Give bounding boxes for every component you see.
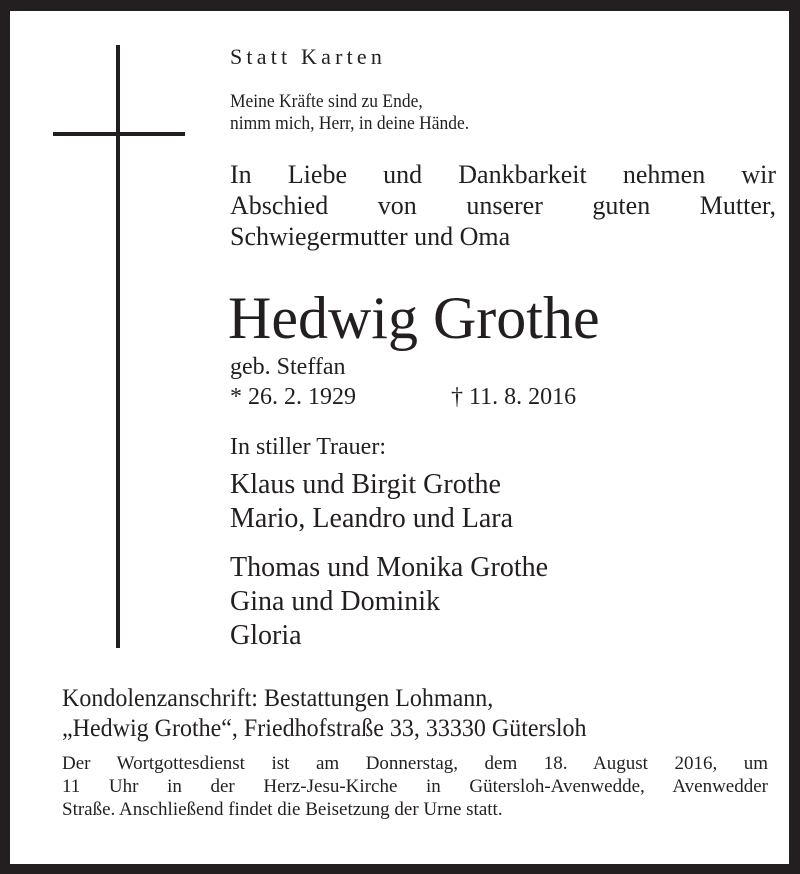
mourner-line: Thomas und Monika Grothe [230, 552, 549, 583]
mourner-line: Gina und Dominik [230, 586, 440, 617]
service-line: Der Wortgottesdienst ist am Donnerstag, dem 18. August 2016, um [62, 753, 768, 774]
mourner-line: Mario, Leandro und Lara [230, 503, 513, 534]
mourner-line: Gloria [230, 620, 302, 651]
intro-line: Abschied von unserer guten Mutter, [230, 191, 776, 220]
obituary-card [10, 11, 789, 864]
mourner-group [230, 468, 513, 536]
header-title: Statt Karten [230, 44, 387, 69]
deceased-name: Hedwig Grothe [228, 285, 600, 351]
service-info [62, 752, 768, 821]
mourner-line: Klaus und Birgit Grothe [230, 469, 501, 500]
mourners-label: In stiller Trauer: [230, 434, 386, 460]
condolence-line: Kondolenzanschrift: Bestattungen Lohmann, [62, 685, 494, 712]
death-date: † 11. 8. 2016 [451, 384, 577, 410]
mourner-group [230, 551, 548, 653]
condolence-address [62, 684, 587, 744]
verse-line: Meine Kräfte sind zu Ende, [230, 91, 423, 112]
intro-text [230, 159, 776, 252]
birth-date: * 26. 2. 1929 [230, 384, 356, 410]
intro-line: In Liebe und Dankbarkeit nehmen wir [230, 160, 776, 189]
verse-line: nimm mich, Herr, in deine Hände. [230, 113, 470, 134]
maiden-name: geb. Steffan [230, 354, 346, 380]
verse [230, 91, 469, 135]
cross-icon-horizontal-bar [53, 132, 185, 136]
service-line: 11 Uhr in der Herz-Jesu-Kirche in Gütersloh-Avenwedde, Avenwedder [62, 776, 768, 797]
intro-line: Schwiegermutter und Oma [230, 222, 511, 251]
service-line: Straße. Anschließend findet die Beisetzung der Urne statt. [62, 799, 503, 820]
condolence-line: „Hedwig Grothe“, Friedhofstraße 33, 33330 Gütersloh [62, 715, 587, 742]
